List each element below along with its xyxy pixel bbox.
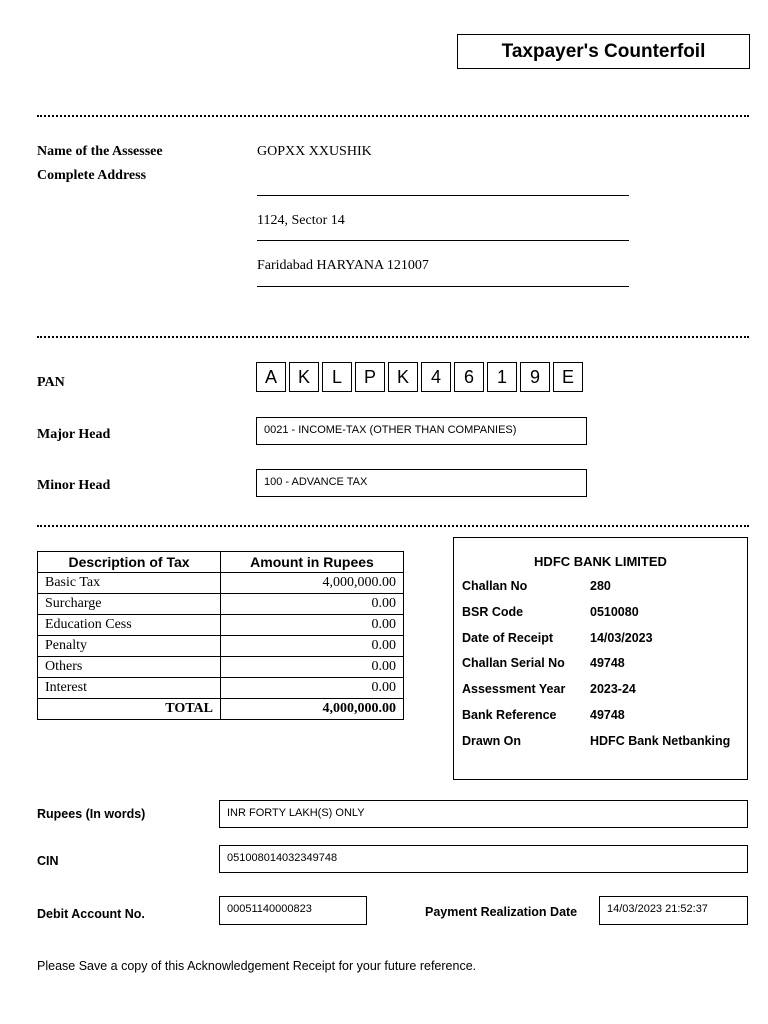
bank-name: HDFC BANK LIMITED xyxy=(534,554,667,569)
pan-char-box: A xyxy=(256,362,286,392)
table-row xyxy=(38,594,404,615)
cin-field: 051008014032349748 xyxy=(219,845,748,873)
pan-char-box: 6 xyxy=(454,362,484,392)
payment-realization-field: 14/03/2023 21:52:37 xyxy=(599,896,748,925)
bank-value: 49748 xyxy=(590,708,625,722)
table-row xyxy=(38,678,404,699)
tax-description: Penalty xyxy=(38,636,221,657)
rupees-words-label: Rupees (In words) xyxy=(37,807,146,821)
debit-account-field: 00051140000823 xyxy=(219,896,367,925)
total-label: TOTAL xyxy=(38,699,221,720)
table-row xyxy=(38,636,404,657)
major-head-field: 0021 - INCOME-TAX (OTHER THAN COMPANIES) xyxy=(256,417,587,445)
minor-head-field: 100 - ADVANCE TAX xyxy=(256,469,587,497)
page-title: Taxpayer's Counterfoil xyxy=(457,34,750,69)
tax-amount: 0.00 xyxy=(221,678,404,699)
pan-char-box: E xyxy=(553,362,583,392)
bank-key: BSR Code xyxy=(462,605,524,619)
cin-label: CIN xyxy=(37,854,59,868)
debit-account-label: Debit Account No. xyxy=(37,907,145,921)
tax-amount: 4,000,000.00 xyxy=(221,573,404,594)
bank-key: Assessment Year xyxy=(462,682,566,696)
bank-value: 280 xyxy=(590,579,611,593)
tax-description: Surcharge xyxy=(38,594,221,615)
payment-realization-label: Payment Realization Date xyxy=(425,905,578,919)
rupees-words-field: INR FORTY LAKH(S) ONLY xyxy=(219,800,748,828)
address-line-3: Faridabad HARYANA 121007 xyxy=(257,258,429,273)
table-header-row xyxy=(38,552,404,573)
address-line-2: 1124, Sector 14 xyxy=(257,213,345,228)
bank-key: Bank Reference xyxy=(462,708,557,722)
bank-value: HDFC Bank Netbanking xyxy=(590,734,731,748)
major-head-label: Major Head xyxy=(37,427,111,442)
tax-amount: 0.00 xyxy=(221,636,404,657)
column-header: Description of Tax xyxy=(38,552,221,573)
pan-char-box: 9 xyxy=(520,362,550,392)
bank-key: Drawn On xyxy=(462,734,522,748)
bank-value: 49748 xyxy=(590,656,625,670)
tax-description: Education Cess xyxy=(38,615,221,636)
tax-description: Interest xyxy=(38,678,221,699)
table-row xyxy=(38,573,404,594)
dotted-divider xyxy=(37,115,749,117)
dotted-divider xyxy=(37,336,749,338)
table-row xyxy=(38,657,404,678)
pan-char-box: L xyxy=(322,362,352,392)
footer-note: Please Save a copy of this Acknowledgement Receipt for your future reference. xyxy=(37,959,477,973)
pan-char-box: K xyxy=(388,362,418,392)
dotted-divider xyxy=(37,525,749,527)
column-header: Amount in Rupees xyxy=(221,552,404,573)
pan-char-box: 1 xyxy=(487,362,517,392)
bank-value: 2023-24 xyxy=(590,682,636,696)
address-underline xyxy=(257,286,629,287)
pan-char-box: K xyxy=(289,362,319,392)
tax-description: Others xyxy=(38,657,221,678)
assessee-name-value: GOPXX XXUSHIK xyxy=(257,144,372,159)
bank-value: 0510080 xyxy=(590,605,639,619)
pan-char-box: 4 xyxy=(421,362,451,392)
address-underline xyxy=(257,195,629,196)
table-total-row xyxy=(38,699,404,720)
tax-table xyxy=(37,551,404,720)
bank-value: 14/03/2023 xyxy=(590,631,653,645)
total-amount: 4,000,000.00 xyxy=(221,699,404,720)
bank-details-box xyxy=(453,537,748,780)
bank-key: Challan No xyxy=(462,579,528,593)
address-label: Complete Address xyxy=(37,168,147,183)
pan-char-box: P xyxy=(355,362,385,392)
pan-label: PAN xyxy=(37,375,65,390)
tax-amount: 0.00 xyxy=(221,657,404,678)
minor-head-label: Minor Head xyxy=(37,478,111,493)
table-row xyxy=(38,615,404,636)
assessee-name-label: Name of the Assessee xyxy=(37,144,163,159)
tax-amount: 0.00 xyxy=(221,615,404,636)
tax-amount: 0.00 xyxy=(221,594,404,615)
bank-key: Challan Serial No xyxy=(462,656,565,670)
address-underline xyxy=(257,240,629,241)
tax-description: Basic Tax xyxy=(38,573,221,594)
bank-key: Date of Receipt xyxy=(462,631,553,645)
